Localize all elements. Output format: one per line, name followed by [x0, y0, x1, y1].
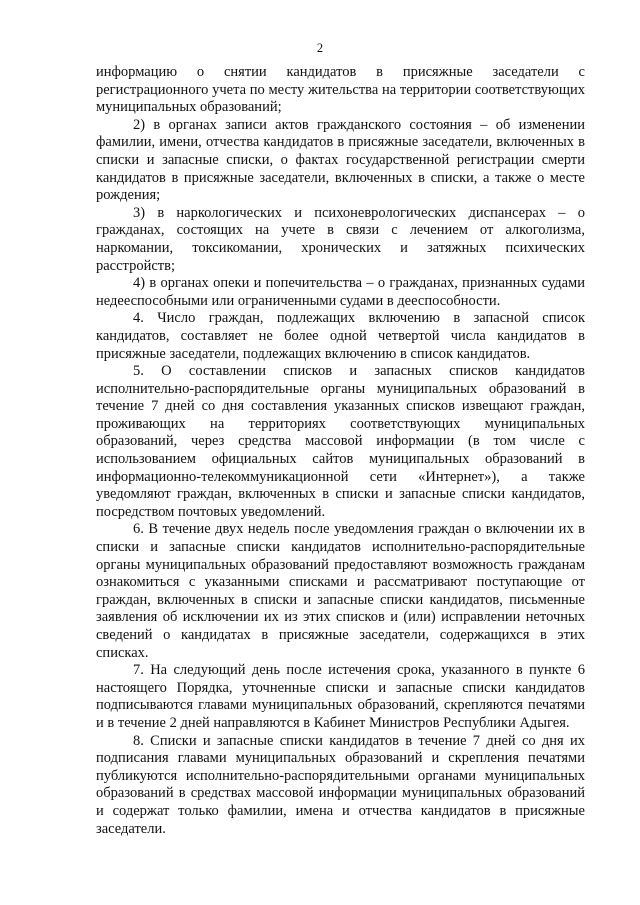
paragraph-item-2: 2) в органах записи актов гражданского состояния – об изменении фамилии, имени, отчества кандидатов в присяжные заседатели, включенных в списки и запасные списки, о фактах государственной регистрации смерти кандидатов в присяжные заседатели, включенных в списки, а также о месте рождения;: [96, 116, 585, 204]
paragraph-item-4: 4) в органах опеки и попечительства – о гражданах, признанных судами недееспособными или ограниченными судами в дееспособности.: [96, 275, 585, 309]
page-number: 2: [316, 41, 324, 55]
paragraph-clause-7: 7. На следующий день после истечения срока, указанного в пункте 6 настоящего Порядка, уточненные списки и запасные списки кандидатов подписываются главами муниципальных образований, скрепляются печатями и в течение 2 дней направляются в Кабинет Министров Республики Адыгея.: [96, 662, 585, 731]
paragraph-clause-5: 5. О составлении списков и запасных списков кандидатов исполнительно-распорядительные органы муниципальных образований в течение 7 дней со дня составления указанных списков извещают граждан, проживающих на территориях соответствующих муниципальных образований, через средства массовой информации (в том числе с использованием официальных сайтов муниципальных образований в информационно-телекоммуникационной сети «Интернет»), а также уведомляют граждан, включенных в списки и запасные списки кандидатов, посредством почтовых уведомлений.: [96, 363, 585, 520]
paragraph-continuation: информацию о снятии кандидатов в присяжные заседатели с регистрационного учета по месту жительства на территории соответствующих муниципальных образований;: [96, 64, 585, 116]
paragraph-clause-8: 8. Списки и запасные списки кандидатов в течение 7 дней со дня их подписания главами муниципальных образований и скрепления печатями публикуются исполнительно-распорядительными органами муниципальных образований в средствах массовой информации муниципальных образований и содержат только фамилии, имена и отчества кандидатов в присяжные заседатели.: [96, 732, 585, 837]
paragraph-clause-4: 4. Число граждан, подлежащих включению в запасной список кандидатов, составляет не более одной четвертой числа кандидатов в присяжные заседатели, подлежащих включению в список кандидатов.: [96, 310, 585, 362]
paragraph-item-3: 3) в наркологических и психоневрологических диспансерах – о гражданах, состоящих на учете в связи с лечением от алкоголизма, наркомании, токсикомании, хронических и затяжных психических расстройств;: [96, 204, 585, 274]
paragraph-clause-6: 6. В течение двух недель после уведомления граждан о включении их в списки и запасные списки кандидатов исполнительно-распорядительные органы муниципальных образований предоставляют возможность гражданам ознакомиться с указанными списками и рассматривают поступающие от граждан, включенных в списки и запасные списки кандидатов, письменные заявления об исключении их из этих списков и (или) исправлении неточных сведений о кандидатах в присяжные заседатели, содержащихся в этих списках.: [96, 521, 585, 661]
document-body: [96, 64, 585, 838]
